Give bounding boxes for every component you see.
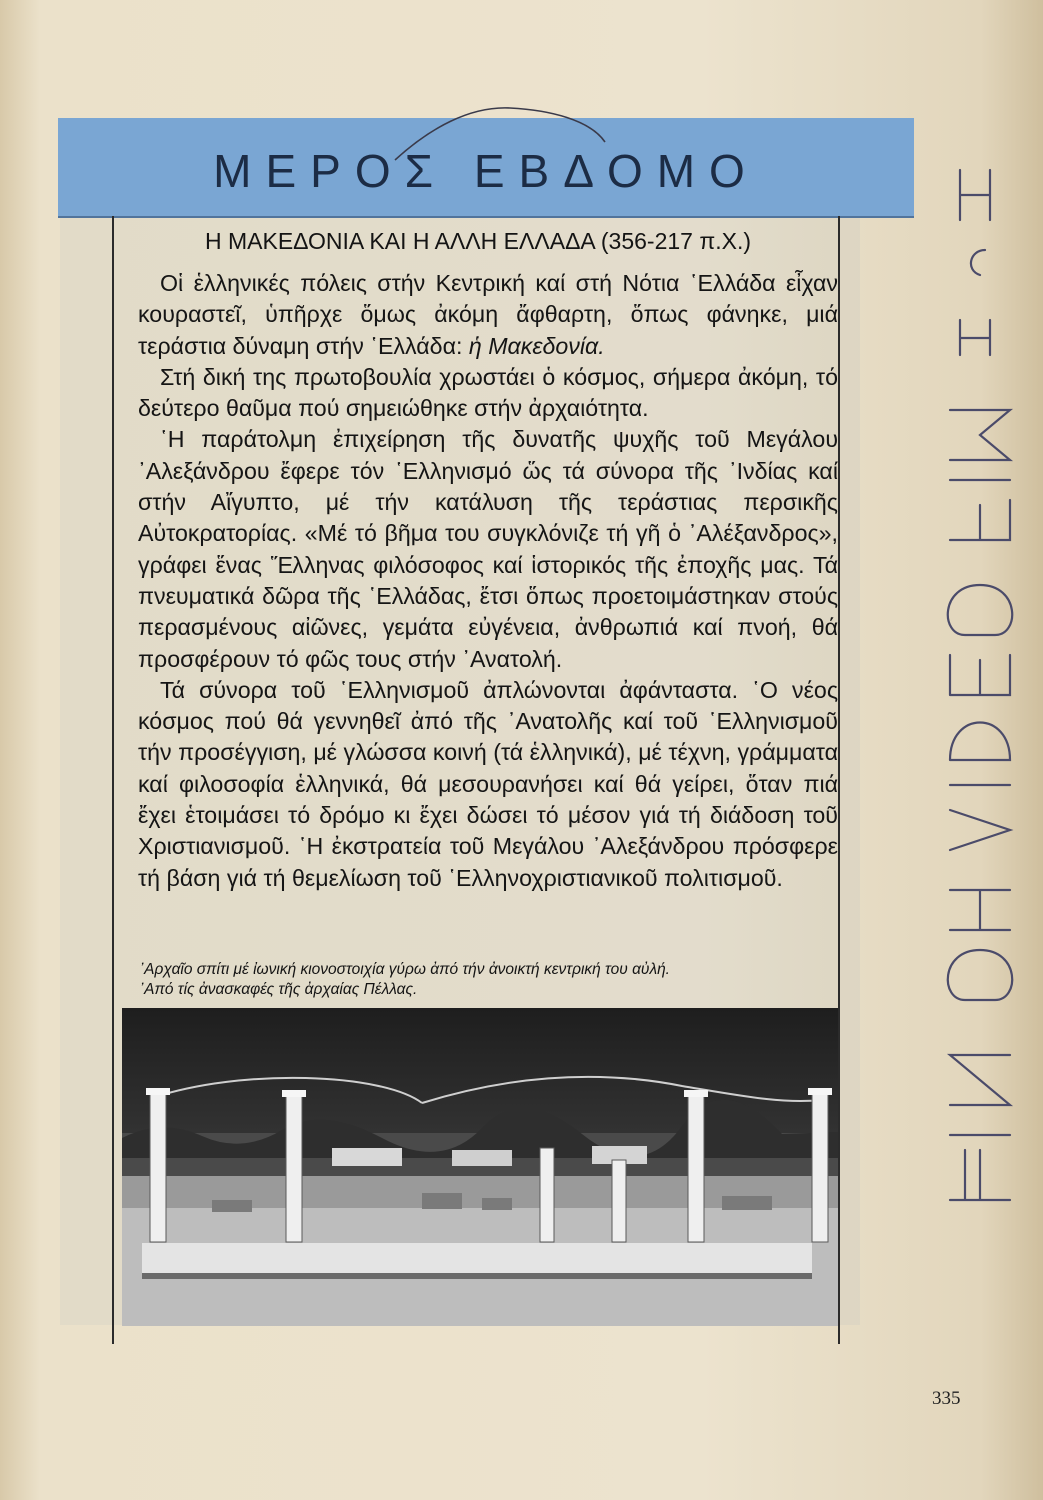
pella-excavation-photo: [122, 1008, 838, 1326]
page-number: 335: [932, 1388, 961, 1409]
pencil-scribble: [390, 98, 620, 178]
chapter-heading: Η ΜΑΚΕΔΟΝΙΑ ΚΑΙ Η ΑΛΛΗ ΕΛΛΑΔΑ (356-217 π.Χ.): [204, 228, 751, 254]
caption-line: ᾿Από τίς ἀνασκαφές τῆς ἀρχαίας Πέλλας.: [139, 981, 418, 998]
photo-caption: [139, 960, 844, 1000]
section-title: ΜΕΡΟΣ ΕΒΔΟΜΟ: [213, 145, 759, 197]
caption-line: ᾿Αρχαῖο σπίτι μέ ἰωνική κιονοστοιχία γύρω ἀπό τήν ἀνοικτή κεντρική του αὐλή.: [139, 961, 670, 978]
paragraph-1: Οἱ ἑλληνικές πόλεις στήν Κεντρική καί στή Νότια ῾Ελλάδα εἶχαν κουραστεῖ, ὑπῆρχε ὅμως ἀκόμη ἄφθαρτη, ὅπως φάνηκε, μιά τεράστια δύναμη στήν ῾Ελλάδα: ἡ Μακεδονία.: [138, 270, 838, 359]
emphasis-macedonia: ἡ Μακεδονία.: [468, 332, 605, 359]
paragraph-2: Στή δική της πρωτοβουλία χρωστάει ὁ κόσμος, σήμερα ἀκόμη, τό δεύτερο θαῦμα πού σημειώθηκε στήν ἀρχαιότητα.: [138, 363, 838, 422]
paragraph-3: ῾Η παράτολμη ἐπιχείρηση τῆς δυνατῆς ψυχῆς τοῦ Μεγάλου ᾿Αλεξάνδρου ἔφερε τόν ῾Ελληνισμό ὥς τά σύνορα τῆς ᾿Ινδίας καί στήν Αἴγυπτο, μέ τήν κατάλυση τῆς τεράστιας περσικῆς Αὐτοκρατορίας. «Μέ τό βῆμα του συγκλόνιζε τή γῆ ὁ ᾿Αλέξανδρος», γράφει ἕνας Ἕλληνας φιλόσοφος καί ἱστορικός τῆς ἐποχῆς μας. Τά πνευματικά δῶρα τῆς ῾Ελλάδας, ἔτσι ὅπως προετοιμάστηκαν στούς περασμένους αἰῶνες, γεμάτα εὐγένεια, ἀνθρωπιά καί πνοή, θά προσφέρουν τό φῶς τους στήν ᾿Ανατολή.: [138, 426, 838, 672]
photo-drawing: [122, 1008, 838, 1326]
handwritten-pencil-note: [880, 150, 1040, 1250]
paragraph-4: Τά σύνορα τοῦ ῾Ελληνισμοῦ ἀπλώνονται ἀφάνταστα. ῾Ο νέος κόσμος πού θά γεννηθεῖ ἀπό τῆς ᾿Ανατολῆς καί τοῦ ῾Ελληνισμοῦ τήν προσέγγιση, μέ γλώσσα κοινή (τά ἑλληνικά), μέ τέχνη, γράμματα καί φιλοσοφία ἑλληνικά, θά μεσουρανήσει καί θά γείρει, ὅταν πιά ἔχει ἑτοιμάσει τό δρόμο κι ἔχει δώσει τό μέσον γιά τή διάδοση τοῦ Χριστιανισμοῦ. ῾Η ἐκστρατεία τοῦ Μεγάλου ᾿Αλεξάνδρου πρόσφερε τή βάση γιά τή θεμελίωση τοῦ ῾Ελληνοχριστιανικοῦ πολιτισμοῦ.: [138, 676, 838, 891]
article-body: [138, 268, 838, 894]
